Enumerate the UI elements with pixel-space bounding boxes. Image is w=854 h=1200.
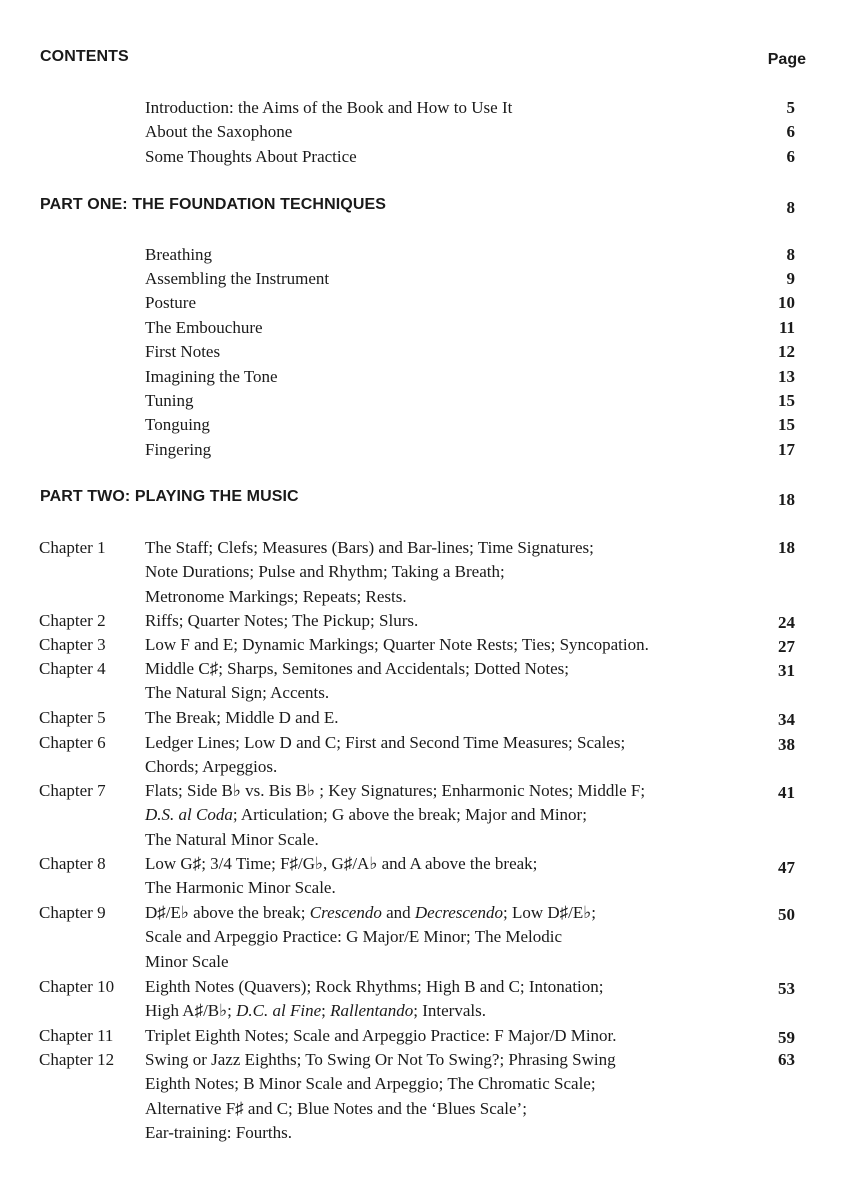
chapter-label: Chapter 1	[39, 538, 106, 557]
chapter-text-line: The Harmonic Minor Scale.	[145, 878, 336, 898]
chapter-text-line: High A♯/B♭; D.C. al Fine; Rallentando; Intervals.	[145, 1001, 486, 1021]
chapter-text-line: Alternative F♯ and C; Blue Notes and the ‘Blues Scale’;	[145, 1098, 527, 1118]
chapter-page: 34	[778, 710, 795, 729]
chapter-text-line: D♯/E♭ above the break; Crescendo and Decrescendo; Low D♯/E♭;	[145, 903, 596, 922]
chapter-text-line	[145, 803, 645, 827]
toc-entry-title: Breathing	[145, 245, 213, 264]
chapter-text-line: Chords; Arpeggios.	[145, 757, 278, 777]
chapter-label: Chapter 4	[39, 659, 106, 678]
contents-heading: CONTENTS	[40, 48, 129, 65]
chapter-label: Chapter 6	[39, 733, 106, 752]
toc-entry-title: Tonguing	[145, 415, 210, 434]
chapter-text-line: Eighth Notes; B Minor Scale and Arpeggio; The Chromatic Scale;	[145, 1074, 596, 1094]
chapter-text-line: Minor Scale	[145, 951, 229, 971]
chapter-label: Chapter 7	[39, 781, 106, 800]
chapter-label: Chapter 8	[39, 854, 106, 873]
chapter-page: 63	[778, 1050, 795, 1069]
chapter-label: Chapter 5	[39, 708, 106, 727]
toc-entry-title: Introduction: the Aims of the Book and How to Use It	[145, 98, 513, 117]
chapter-label: Chapter 3	[39, 635, 106, 654]
chapter-page: 59	[778, 1028, 795, 1047]
chapter-label: Chapter 10	[39, 977, 115, 996]
chapter-text-line: The Staff; Clefs; Measures (Bars) and Bar-lines; Time Signatures;	[145, 538, 594, 557]
toc-entry-page: 15	[778, 391, 795, 410]
chapter-page: 18	[778, 538, 795, 557]
chapter-text-line: Low G♯; 3/4 Time; F♯/G♭, G♯/A♭ and A above the break;	[145, 854, 538, 873]
toc-entry-page: 13	[778, 367, 795, 386]
toc-entry-title: Some Thoughts About Practice	[145, 147, 357, 166]
part-two-page: 18	[778, 490, 795, 509]
part-one-heading: PART ONE: THE FOUNDATION TECHNIQUES	[40, 196, 387, 213]
chapter-page: 24	[778, 613, 795, 632]
toc-entry-title: Posture	[145, 293, 196, 312]
chapter-text-line: Scale and Arpeggio Practice: G Major/E Minor; The Melodic	[145, 927, 563, 947]
chapter-page: 38	[778, 735, 795, 754]
toc-entry-page: 10	[778, 293, 795, 312]
chapter-page: 27	[778, 637, 795, 656]
chapter-text-line: Eighth Notes (Quavers); Rock Rhythms; High B and C; Intonation;	[145, 977, 604, 996]
toc-entry-page: 5	[786, 98, 795, 117]
chapter-page: 50	[778, 905, 795, 924]
chapter-page: 47	[778, 858, 795, 877]
page-column-heading: Page	[767, 51, 806, 68]
chapter-label: Chapter 9	[39, 903, 106, 922]
part-two-heading: PART TWO: PLAYING THE MUSIC	[40, 488, 299, 505]
toc-entry-title: Imagining the Tone	[145, 367, 278, 386]
chapter-label: Chapter 12	[39, 1050, 115, 1069]
chapter-text-line: Middle C♯; Sharps, Semitones and Accidentals; Dotted Notes;	[145, 659, 570, 678]
chapter-text-line: Flats; Side B♭ vs. Bis B♭ ; Key Signatures; Enharmonic Notes; Middle F;	[145, 781, 646, 800]
chapter-text-line: The Break; Middle D and E.	[145, 708, 339, 727]
toc-entry-page: 8	[786, 245, 795, 264]
chapter-text-line: Riffs; Quarter Notes; The Pickup; Slurs.	[145, 611, 419, 630]
chapter-text-line: Metronome Markings; Repeats; Rests.	[145, 586, 407, 606]
chapter-text-line: The Natural Minor Scale.	[145, 829, 319, 849]
toc-entry-page: 6	[786, 122, 795, 141]
toc-entry-page: 15	[778, 415, 795, 434]
toc-entry-title: Fingering	[145, 440, 212, 459]
chapter-text-line: The Natural Sign; Accents.	[145, 683, 330, 703]
chapter-label: Chapter 11	[39, 1026, 114, 1045]
toc-entry-page: 9	[786, 269, 795, 288]
chapter-text-line-italic: D.S. al Coda; Articulation; G above the break; Major and Minor;	[145, 805, 587, 825]
toc-entry-title: First Notes	[145, 342, 221, 361]
toc-entry-title: Assembling the Instrument	[145, 269, 330, 288]
toc-entry-title: About the Saxophone	[145, 122, 293, 141]
toc-entry-page: 12	[778, 342, 795, 361]
chapter-text-line: Note Durations; Pulse and Rhythm; Taking a Breath;	[145, 562, 505, 582]
toc-entry-title: Tuning	[145, 391, 194, 410]
part-one-page: 8	[786, 198, 795, 217]
chapter-text-line: Low F and E; Dynamic Markings; Quarter Note Rests; Ties; Syncopation.	[145, 635, 649, 654]
toc-entry-title: The Embouchure	[145, 318, 263, 337]
chapter-text-line: Ledger Lines; Low D and C; First and Second Time Measures; Scales;	[145, 733, 626, 752]
chapter-text-line: Ear-training: Fourths.	[145, 1123, 292, 1143]
chapter-page: 53	[778, 979, 795, 998]
toc-entry-page: 17	[778, 440, 795, 459]
chapter-label: Chapter 2	[39, 611, 106, 630]
chapter-text-line: Triplet Eighth Notes; Scale and Arpeggio Practice: F Major/D Minor.	[145, 1026, 617, 1045]
toc-entry-page: 11	[778, 318, 795, 337]
chapter-page: 31	[778, 661, 795, 680]
chapter-page: 41	[778, 783, 795, 802]
chapter-text-line: Swing or Jazz Eighths; To Swing Or Not To Swing?; Phrasing Swing	[145, 1050, 616, 1069]
toc-entry-page: 6	[786, 147, 795, 166]
